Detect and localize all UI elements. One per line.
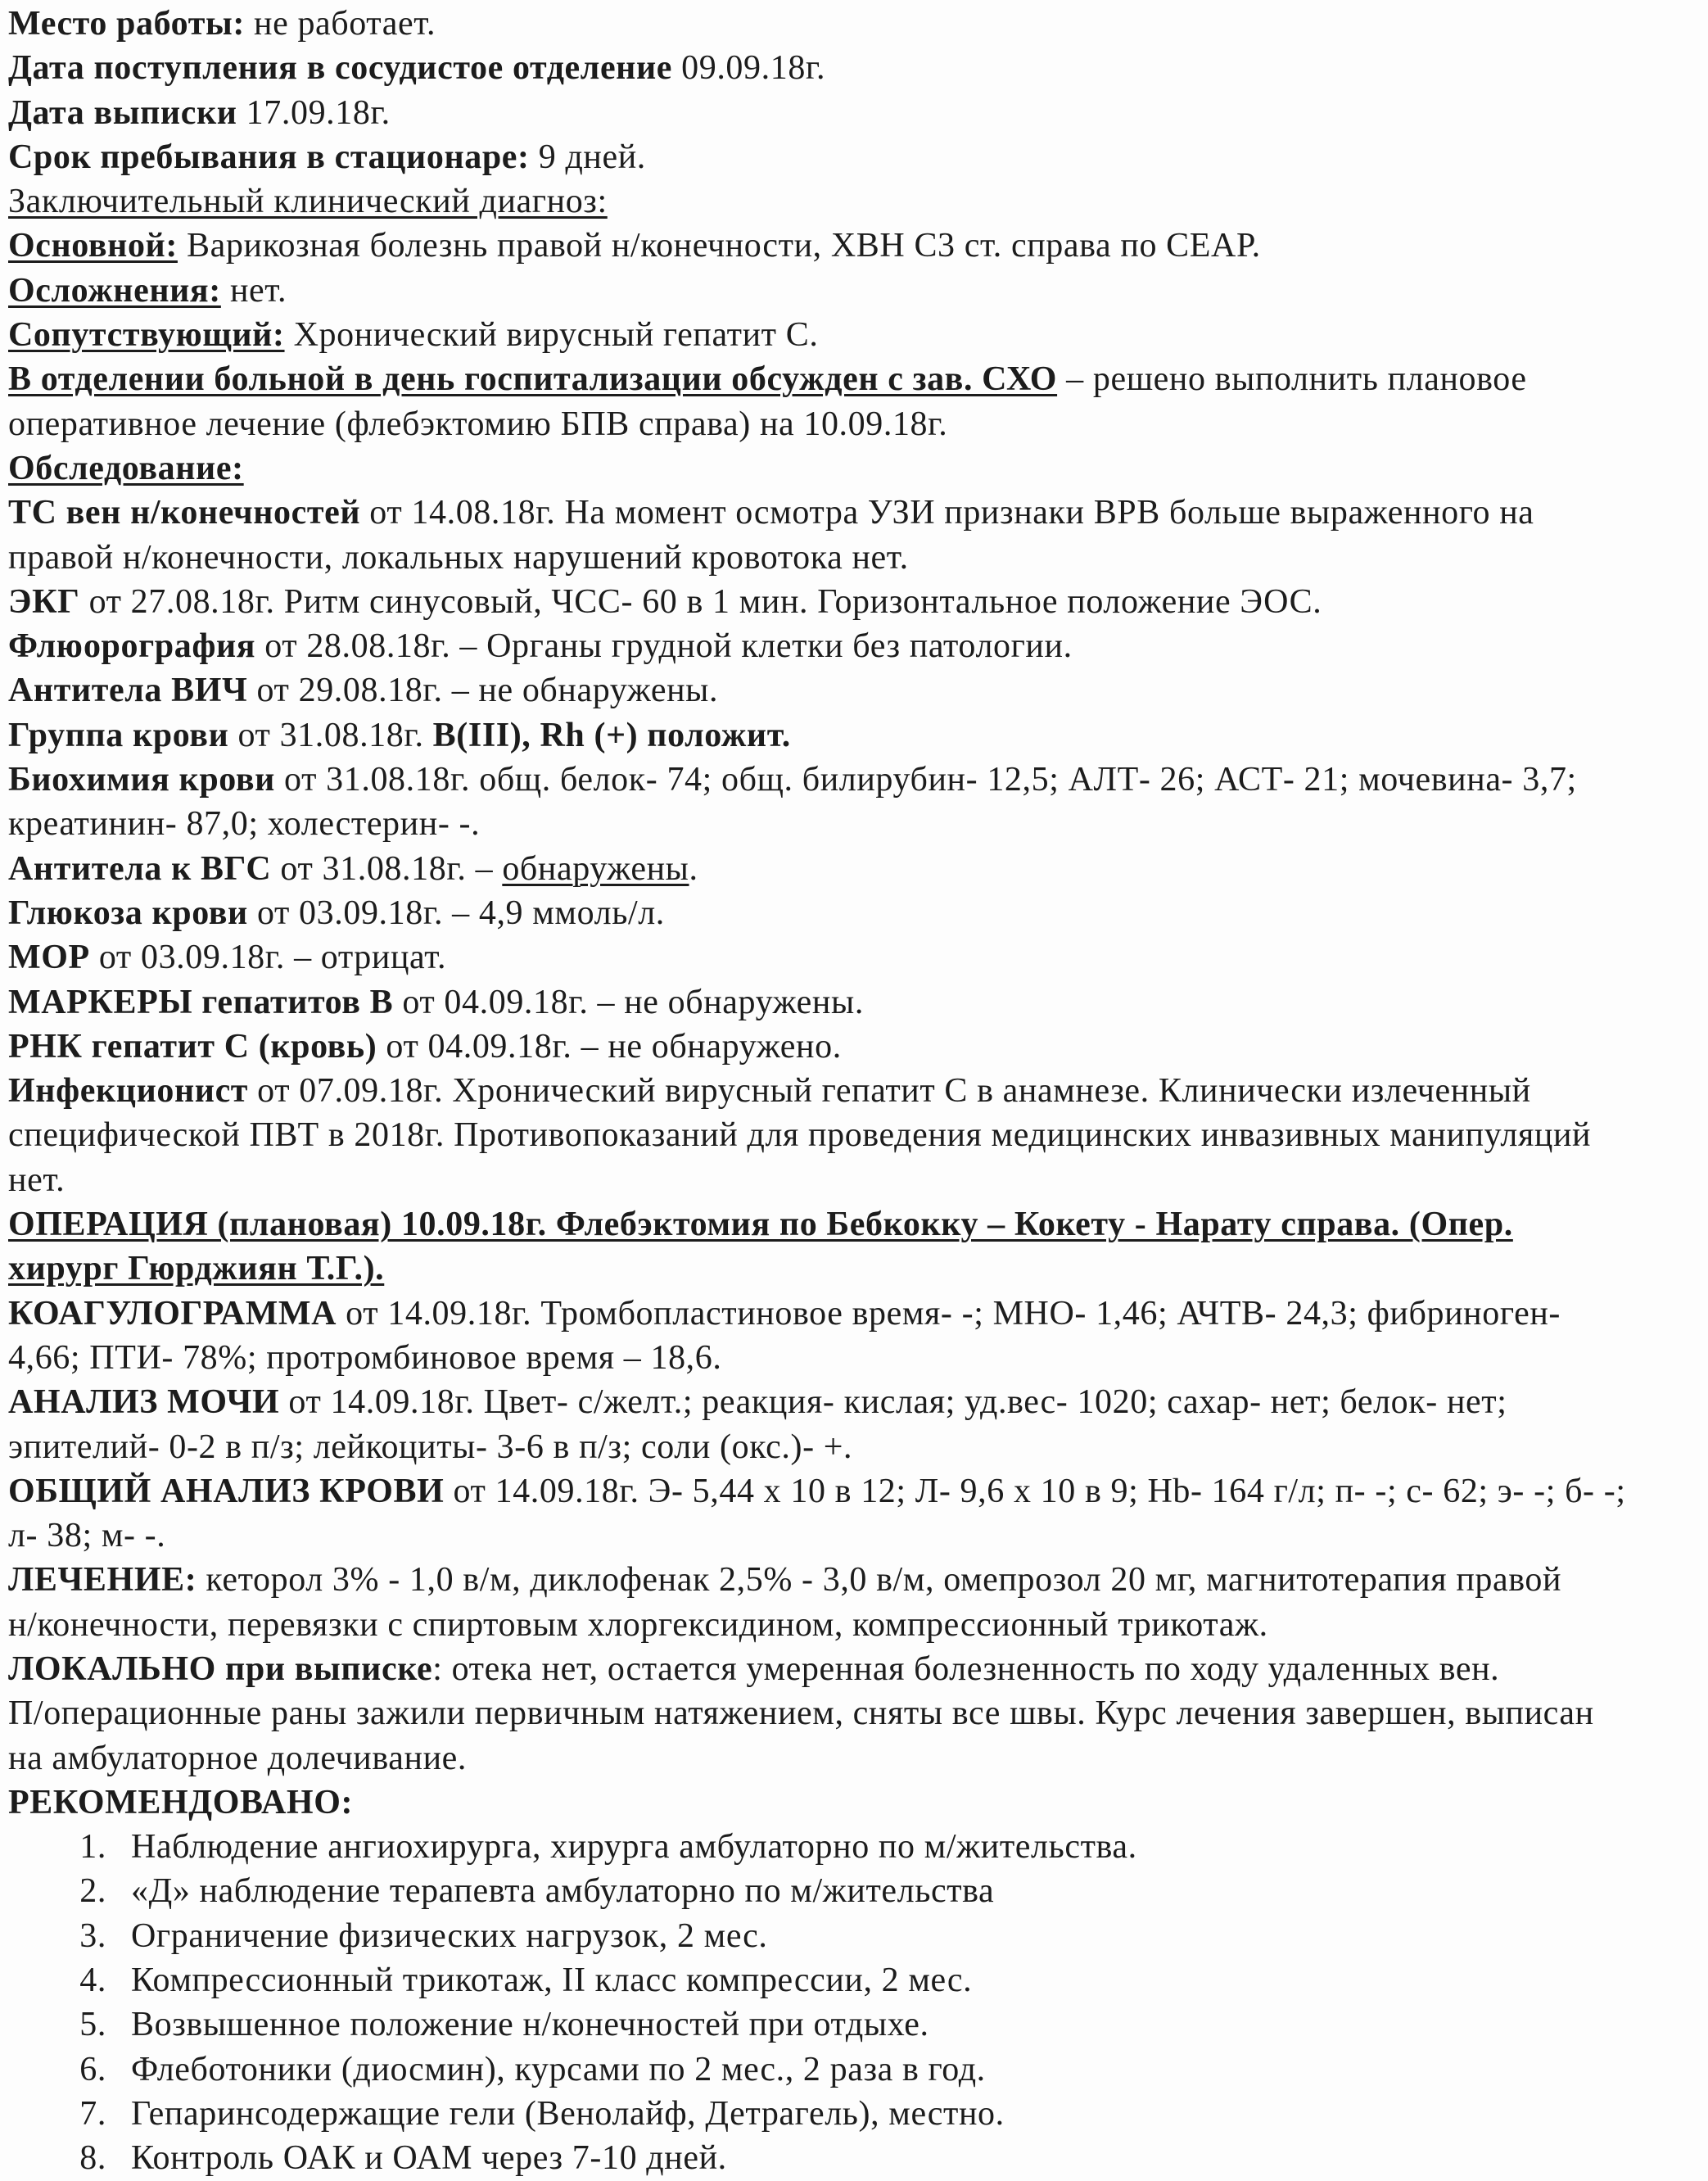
- recommendation-text: Наблюдение ангиохирурга, хирурга амбулаторно по м/жительства.: [131, 1828, 1137, 1867]
- field-label: КОАГУЛОГРАММА: [8, 1294, 337, 1333]
- field-text: н/конечности, перевязки с спиртовым хлоргексидином, компрессионный трикотаж.: [8, 1605, 1268, 1644]
- text-line: [8, 1736, 1708, 1781]
- field-label: хирург Гюрджиян Т.Г.).: [8, 1250, 385, 1288]
- text-line: [8, 402, 1708, 446]
- field-label: МАРКЕРЫ гепатитов В: [8, 983, 394, 1021]
- field-label: Биохимия крови: [8, 761, 275, 799]
- recommendation-item: [8, 2002, 1708, 2047]
- field-label: ЛЕЧЕНИЕ:: [8, 1561, 197, 1600]
- field-text: .: [689, 849, 698, 888]
- field-label: Обследование:: [8, 449, 244, 487]
- recommendation-item: [8, 1825, 1708, 1869]
- recommendation-text: Компрессионный трикотаж, II класс компрессии, 2 мес.: [131, 1962, 973, 2000]
- text-line: [8, 1247, 1708, 1291]
- field-text: П/операционные раны зажили первичным натяжением, сняты все швы. Курс лечения завершен, выписан: [8, 1695, 1594, 1733]
- recommendation-text: Ограничение физических нагрузок, 2 мес.: [131, 1916, 768, 1955]
- recommendation-number: 1.: [79, 1828, 106, 1867]
- text-line: [8, 1469, 1708, 1514]
- field-label: ОПЕРАЦИЯ (плановая) 10.09.18г. Флебэктомия по Бебкокку – Кокету - Нарату справа. (Опер.: [8, 1206, 1513, 1244]
- text-line: [8, 1113, 1708, 1157]
- text-line: [8, 713, 1708, 758]
- recommendation-number: 7.: [79, 2094, 106, 2133]
- field-text: 09.09.18г.: [672, 49, 826, 88]
- field-text: от 14.08.18г. На момент осмотра УЗИ признаки ВРВ больше выраженного на: [360, 494, 1534, 532]
- field-text: от 04.09.18г. – не обнаружены.: [393, 983, 864, 1021]
- field-text: от 14.09.18г. Тромбопластиновое время- -; МНО- 1,46; АЧТВ- 24,3; фибриноген-: [337, 1294, 1561, 1333]
- text-line: [8, 580, 1708, 624]
- discharge-summary-document: [8, 2, 1708, 2181]
- text-line: [8, 802, 1708, 846]
- field-text: от 03.09.18г. – отрицат.: [89, 939, 447, 977]
- text-line: [8, 313, 1708, 357]
- field-label: обнаружены: [502, 849, 689, 888]
- field-label: Инфекционист: [8, 1072, 249, 1111]
- text-line: [8, 446, 1708, 491]
- text-line: [8, 1603, 1708, 1647]
- field-text: от 31.08.18г. –: [271, 849, 503, 888]
- field-label: Флюорография: [8, 627, 256, 666]
- text-line: [8, 1558, 1708, 1602]
- text-line: [8, 1025, 1708, 1069]
- field-label: РНК гепатит С (кровь): [8, 1027, 377, 1066]
- text-line: [8, 1691, 1708, 1735]
- text-line: [8, 758, 1708, 802]
- text-line: [8, 1336, 1708, 1380]
- recommendation-number: 2.: [79, 1872, 106, 1911]
- field-label: Основной:: [8, 227, 178, 265]
- field-text: от 28.08.18г. – Органы грудной клетки без патологии.: [255, 627, 1073, 666]
- field-label: Осложнения:: [8, 271, 221, 310]
- text-line: [8, 1202, 1708, 1247]
- field-text: от 07.09.18г. Хронический вирусный гепатит С в анамнезе. Клинически излеченный: [248, 1072, 1531, 1111]
- field-text: от 14.09.18г. Цвет- с/желт.; реакция- кислая; уд.вес- 1020; сахар- нет; белок- нет;: [279, 1383, 1507, 1422]
- field-text: 4,66; ПТИ- 78%; протромбиновое время – 18,6.: [8, 1338, 722, 1377]
- recommendation-text: Контроль ОАК и ОАМ через 7-10 дней.: [131, 2139, 727, 2178]
- text-line: [8, 224, 1708, 268]
- field-text: нет.: [8, 1161, 66, 1199]
- text-line: [8, 536, 1708, 580]
- text-line: [8, 269, 1708, 313]
- text-line: [8, 357, 1708, 401]
- text-line: [8, 1069, 1708, 1113]
- recommendation-number: 5.: [79, 2006, 106, 2044]
- text-line: [8, 91, 1708, 135]
- field-label: Антитела к ВГС: [8, 849, 272, 888]
- recommendation-item: [8, 1958, 1708, 2002]
- field-text: Варикозная болезнь правой н/конечности, ХВН С3 ст. справа по СЕАР.: [177, 227, 1261, 265]
- field-text: нет.: [220, 271, 287, 310]
- field-label: Дата выписки: [8, 93, 237, 132]
- text-line: [8, 935, 1708, 980]
- field-label: ТС вен н/конечностей: [8, 494, 361, 532]
- text-line: [8, 1514, 1708, 1558]
- text-line: [8, 1158, 1708, 1202]
- recommendation-number: 6.: [79, 2050, 106, 2088]
- text-line: [8, 1292, 1708, 1336]
- field-label: В отделении больной в день госпитализации обсужден с зав. СХО: [8, 360, 1058, 399]
- recommendation-text: Флеботоники (диосмин), курсами по 2 мес., 2 раза в год.: [131, 2050, 986, 2088]
- field-text: от 31.08.18г. общ. белок- 74; общ. билирубин- 12,5; АЛТ- 26; АСТ- 21; мочевина- 3,7;: [274, 761, 1577, 799]
- field-text: не работает.: [244, 5, 436, 43]
- field-text: специфической ПВТ в 2018г. Противопоказаний для проведения медицинских инвазивных манипуляций: [8, 1116, 1592, 1155]
- recommendation-number: 3.: [79, 1916, 106, 1955]
- field-text: от 04.09.18г. – не обнаружено.: [377, 1027, 842, 1066]
- recommendation-item: [8, 1914, 1708, 1958]
- field-label: Заключительный клинический диагноз:: [8, 183, 608, 221]
- field-label: В(III), Rh (+) положит.: [432, 716, 791, 754]
- field-text: оперативное лечение (флебэктомию БПВ справа) на 10.09.18г.: [8, 405, 948, 443]
- field-text: : отека нет, остается умеренная болезненность по ходу удаленных вен.: [432, 1649, 1500, 1688]
- field-text: – решено выполнить плановое: [1057, 360, 1527, 399]
- field-label: Антитела ВИЧ: [8, 672, 248, 710]
- field-text: 9 дней.: [529, 138, 646, 176]
- field-text: кеторол 3% - 1,0 в/м, диклофенак 2,5% - 3,0 в/м, омепрозол 20 мг, магнитотерапия правой: [197, 1561, 1562, 1600]
- text-line: [8, 668, 1708, 713]
- recommendation-number: 4.: [79, 1962, 106, 2000]
- field-text: от 31.08.18г.: [228, 716, 433, 754]
- text-line: [8, 980, 1708, 1025]
- text-line: [8, 2, 1708, 46]
- field-text: на амбулаторное долечивание.: [8, 1739, 467, 1777]
- text-line: [8, 46, 1708, 90]
- field-text: эпителий- 0-2 в п/з; лейкоциты- 3-6 в п/з; соли (окс.)- +.: [8, 1428, 853, 1466]
- field-label: Глюкоза крови: [8, 894, 248, 932]
- field-label: Дата поступления в сосудистое отделение: [8, 49, 673, 88]
- field-label: ОБЩИЙ АНАЛИЗ КРОВИ: [8, 1472, 445, 1510]
- recommendation-item: [8, 2048, 1708, 2092]
- field-label: Сопутствующий:: [8, 316, 285, 355]
- text-line: [8, 1425, 1708, 1469]
- text-line: [8, 847, 1708, 891]
- field-text: от 27.08.18г. Ритм синусовый, ЧСС- 60 в 1 мин. Горизонтальное положение ЭОС.: [79, 582, 1322, 621]
- recommendation-item: [8, 1869, 1708, 1913]
- recommendation-number: 8.: [79, 2139, 106, 2178]
- field-text: л- 38; м- -.: [8, 1517, 166, 1555]
- field-label: ЛОКАЛЬНО при выписке: [8, 1649, 433, 1688]
- text-line: [8, 179, 1708, 224]
- text-line: [8, 491, 1708, 535]
- field-label: МОР: [8, 939, 90, 977]
- recommendation-text: Гепаринсодержащие гели (Венолайф, Детрагель), местно.: [131, 2094, 1005, 2133]
- recommendation-item: [8, 2136, 1708, 2180]
- field-label: Срок пребывания в стационаре:: [8, 138, 530, 176]
- field-label: РЕКОМЕНДОВАНО:: [8, 1783, 354, 1821]
- field-text: Хронический вирусный гепатит С.: [284, 316, 819, 355]
- field-text: 17.09.18г.: [237, 93, 391, 132]
- field-text: от 03.09.18г. – 4,9 ммоль/л.: [247, 894, 665, 932]
- text-line: [8, 1380, 1708, 1424]
- field-label: АНАЛИЗ МОЧИ: [8, 1383, 280, 1422]
- recommendation-item: [8, 2092, 1708, 2136]
- field-label: Группа крови: [8, 716, 229, 754]
- recommendation-text: «Д» наблюдение терапевта амбулаторно по м/жительства: [131, 1872, 995, 1911]
- text-line: [8, 624, 1708, 668]
- text-line: [8, 1781, 1708, 1825]
- text-line: [8, 135, 1708, 179]
- field-text: правой н/конечности, локальных нарушений кровотока нет.: [8, 538, 909, 577]
- field-text: креатинин- 87,0; холестерин- -.: [8, 805, 481, 844]
- text-line: [8, 1647, 1708, 1691]
- field-text: от 29.08.18г. – не обнаружены.: [247, 672, 719, 710]
- text-line: [8, 891, 1708, 935]
- recommendation-text: Возвышенное положение н/конечностей при отдыхе.: [131, 2006, 929, 2044]
- field-label: Место работы:: [8, 5, 245, 43]
- field-text: от 14.09.18г. Э- 5,44 х 10 в 12; Л- 9,6 х 10 в 9; Hb- 164 г/л; п- -; с- 62; э- -; б- -;: [444, 1472, 1626, 1510]
- field-label: ЭКГ: [8, 582, 80, 621]
